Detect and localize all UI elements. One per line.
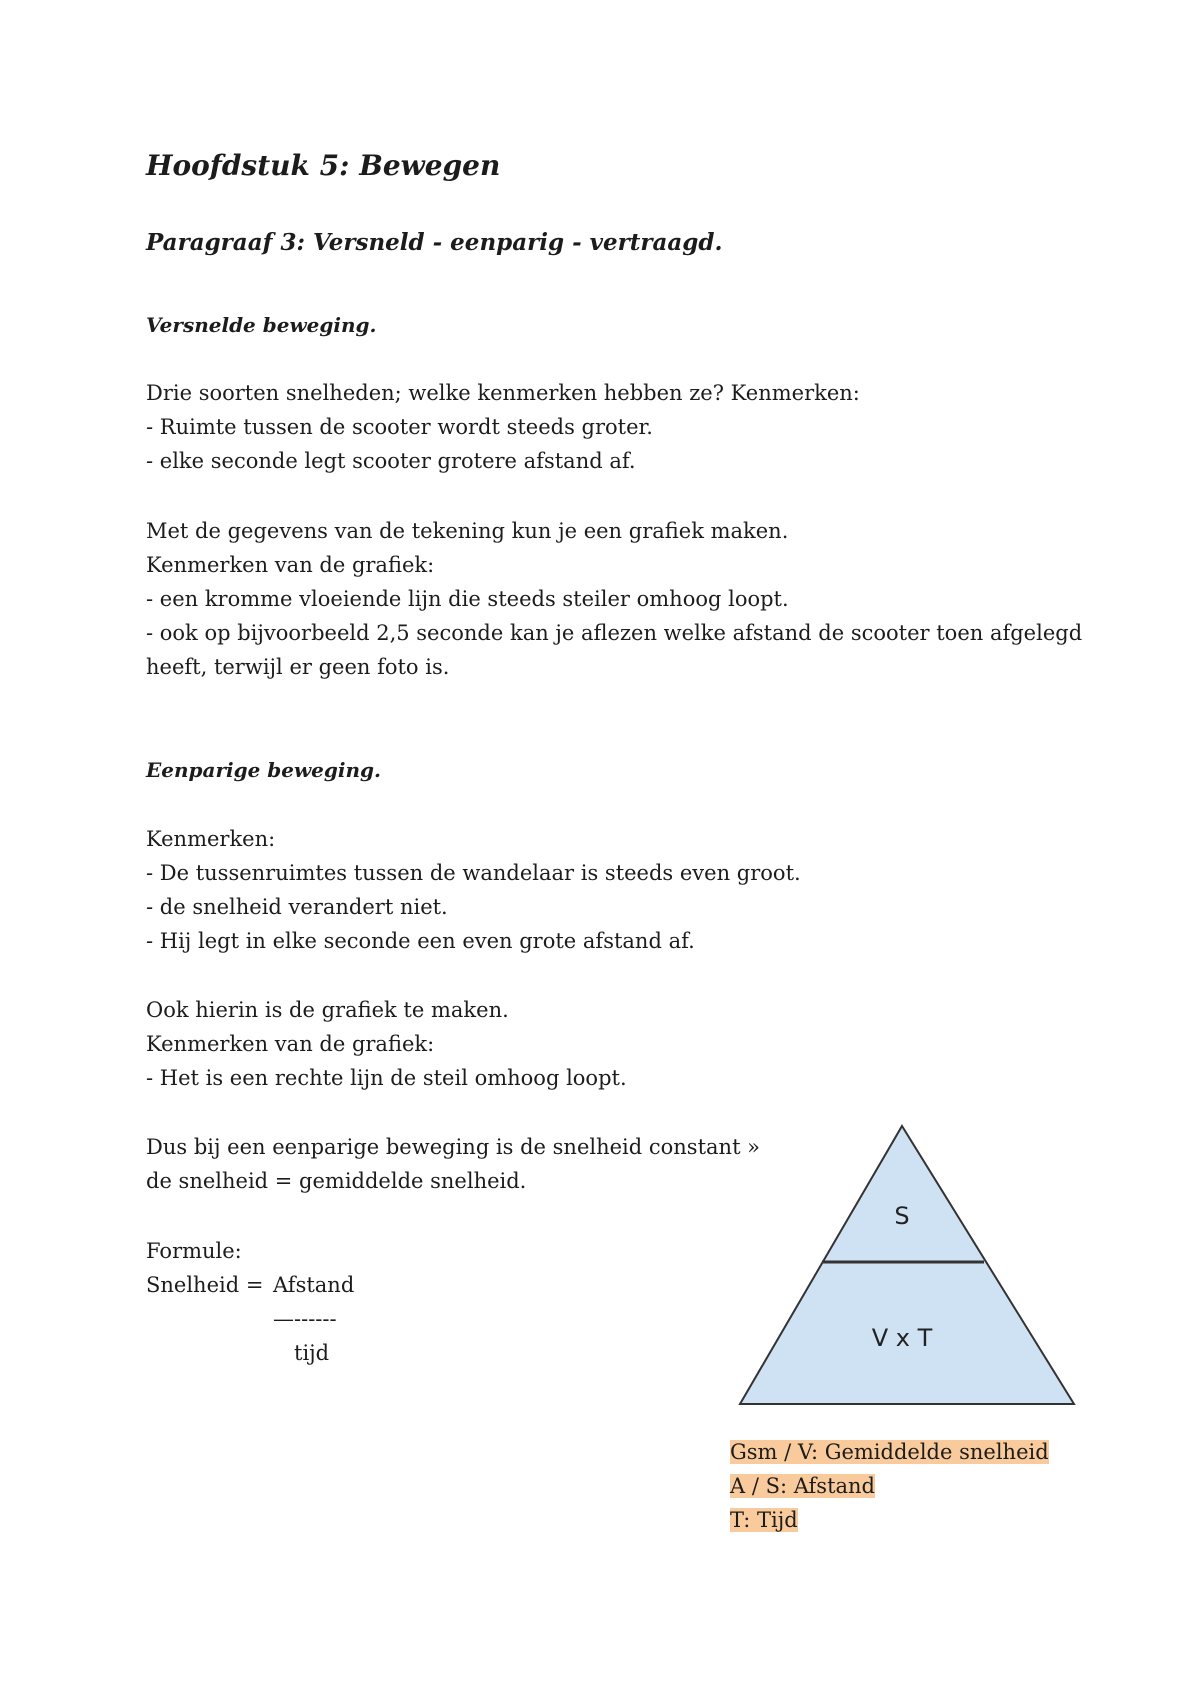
text-line: Kenmerken: bbox=[146, 827, 276, 851]
section-heading-versneld: Versnelde beweging. bbox=[146, 313, 377, 337]
page-title: Hoofdstuk 5: Bewegen bbox=[146, 149, 501, 182]
text-line: - een kromme vloeiende lijn die steeds steiler omhoog loopt. bbox=[146, 587, 789, 611]
text-line: - ook op bijvoorbeeld 2,5 seconde kan je aflezen welke afstand de scooter toen afgelegd bbox=[146, 621, 1083, 645]
symbol-legend bbox=[730, 1435, 1049, 1537]
formula-numerator: Afstand bbox=[273, 1273, 355, 1297]
eenparig-conclusie bbox=[146, 1130, 760, 1198]
text-line: - elke seconde legt scooter grotere afstand af. bbox=[146, 449, 636, 473]
formula-denominator: tijd bbox=[294, 1341, 330, 1365]
highlighted-text: Gsm / V: Gemiddelde snelheid bbox=[730, 1440, 1049, 1464]
formula-bar: —------ bbox=[273, 1307, 337, 1331]
text-line: - Ruimte tussen de scooter wordt steeds groter. bbox=[146, 415, 653, 439]
triangle-top-label: S bbox=[894, 1202, 910, 1230]
text-line: - de snelheid verandert niet. bbox=[146, 895, 448, 919]
text-line: - Het is een rechte lijn de steil omhoog loopt. bbox=[146, 1066, 627, 1090]
text-line: Formule: bbox=[146, 1239, 242, 1263]
versneld-grafiek bbox=[146, 514, 1082, 684]
text-line: heeft, terwijl er geen foto is. bbox=[146, 655, 450, 679]
text-line: - De tussenruimtes tussen de wandelaar is steeds even groot. bbox=[146, 861, 801, 885]
svt-triangle-diagram bbox=[738, 1124, 1078, 1406]
paragraph-title: Paragraaf 3: Versneld - eenparig - vertraagd. bbox=[146, 229, 723, 256]
triangle-bottom-label: V x T bbox=[871, 1324, 933, 1352]
eenparig-grafiek bbox=[146, 993, 627, 1095]
text-line: Ook hierin is de grafiek te maken. bbox=[146, 998, 509, 1022]
highlighted-text: A / S: Afstand bbox=[730, 1474, 876, 1498]
formula-label bbox=[146, 1234, 242, 1268]
legend-item bbox=[730, 1469, 1049, 1503]
legend-item bbox=[730, 1503, 1049, 1537]
text-line: Met de gegevens van de tekening kun je een grafiek maken. bbox=[146, 519, 789, 543]
text-line: Kenmerken van de grafiek: bbox=[146, 553, 435, 577]
triangle-shape bbox=[740, 1126, 1074, 1404]
eenparig-kenmerken bbox=[146, 822, 801, 958]
formula-lhs: Snelheid = bbox=[146, 1273, 264, 1297]
speed-formula bbox=[146, 1268, 355, 1365]
legend-item bbox=[730, 1435, 1049, 1469]
text-line: Kenmerken van de grafiek: bbox=[146, 1032, 435, 1056]
text-line: de snelheid = gemiddelde snelheid. bbox=[146, 1169, 527, 1193]
text-line: Dus bij een eenparige beweging is de snelheid constant » bbox=[146, 1135, 761, 1159]
text-line: Drie soorten snelheden; welke kenmerken hebben ze? Kenmerken: bbox=[146, 381, 860, 405]
versneld-intro bbox=[146, 376, 860, 478]
section-heading-eenparig: Eenparige beweging. bbox=[146, 758, 381, 782]
text-line: - Hij legt in elke seconde een even grote afstand af. bbox=[146, 929, 695, 953]
formula-fraction bbox=[273, 1268, 383, 1370]
highlighted-text: T: Tijd bbox=[730, 1508, 798, 1532]
